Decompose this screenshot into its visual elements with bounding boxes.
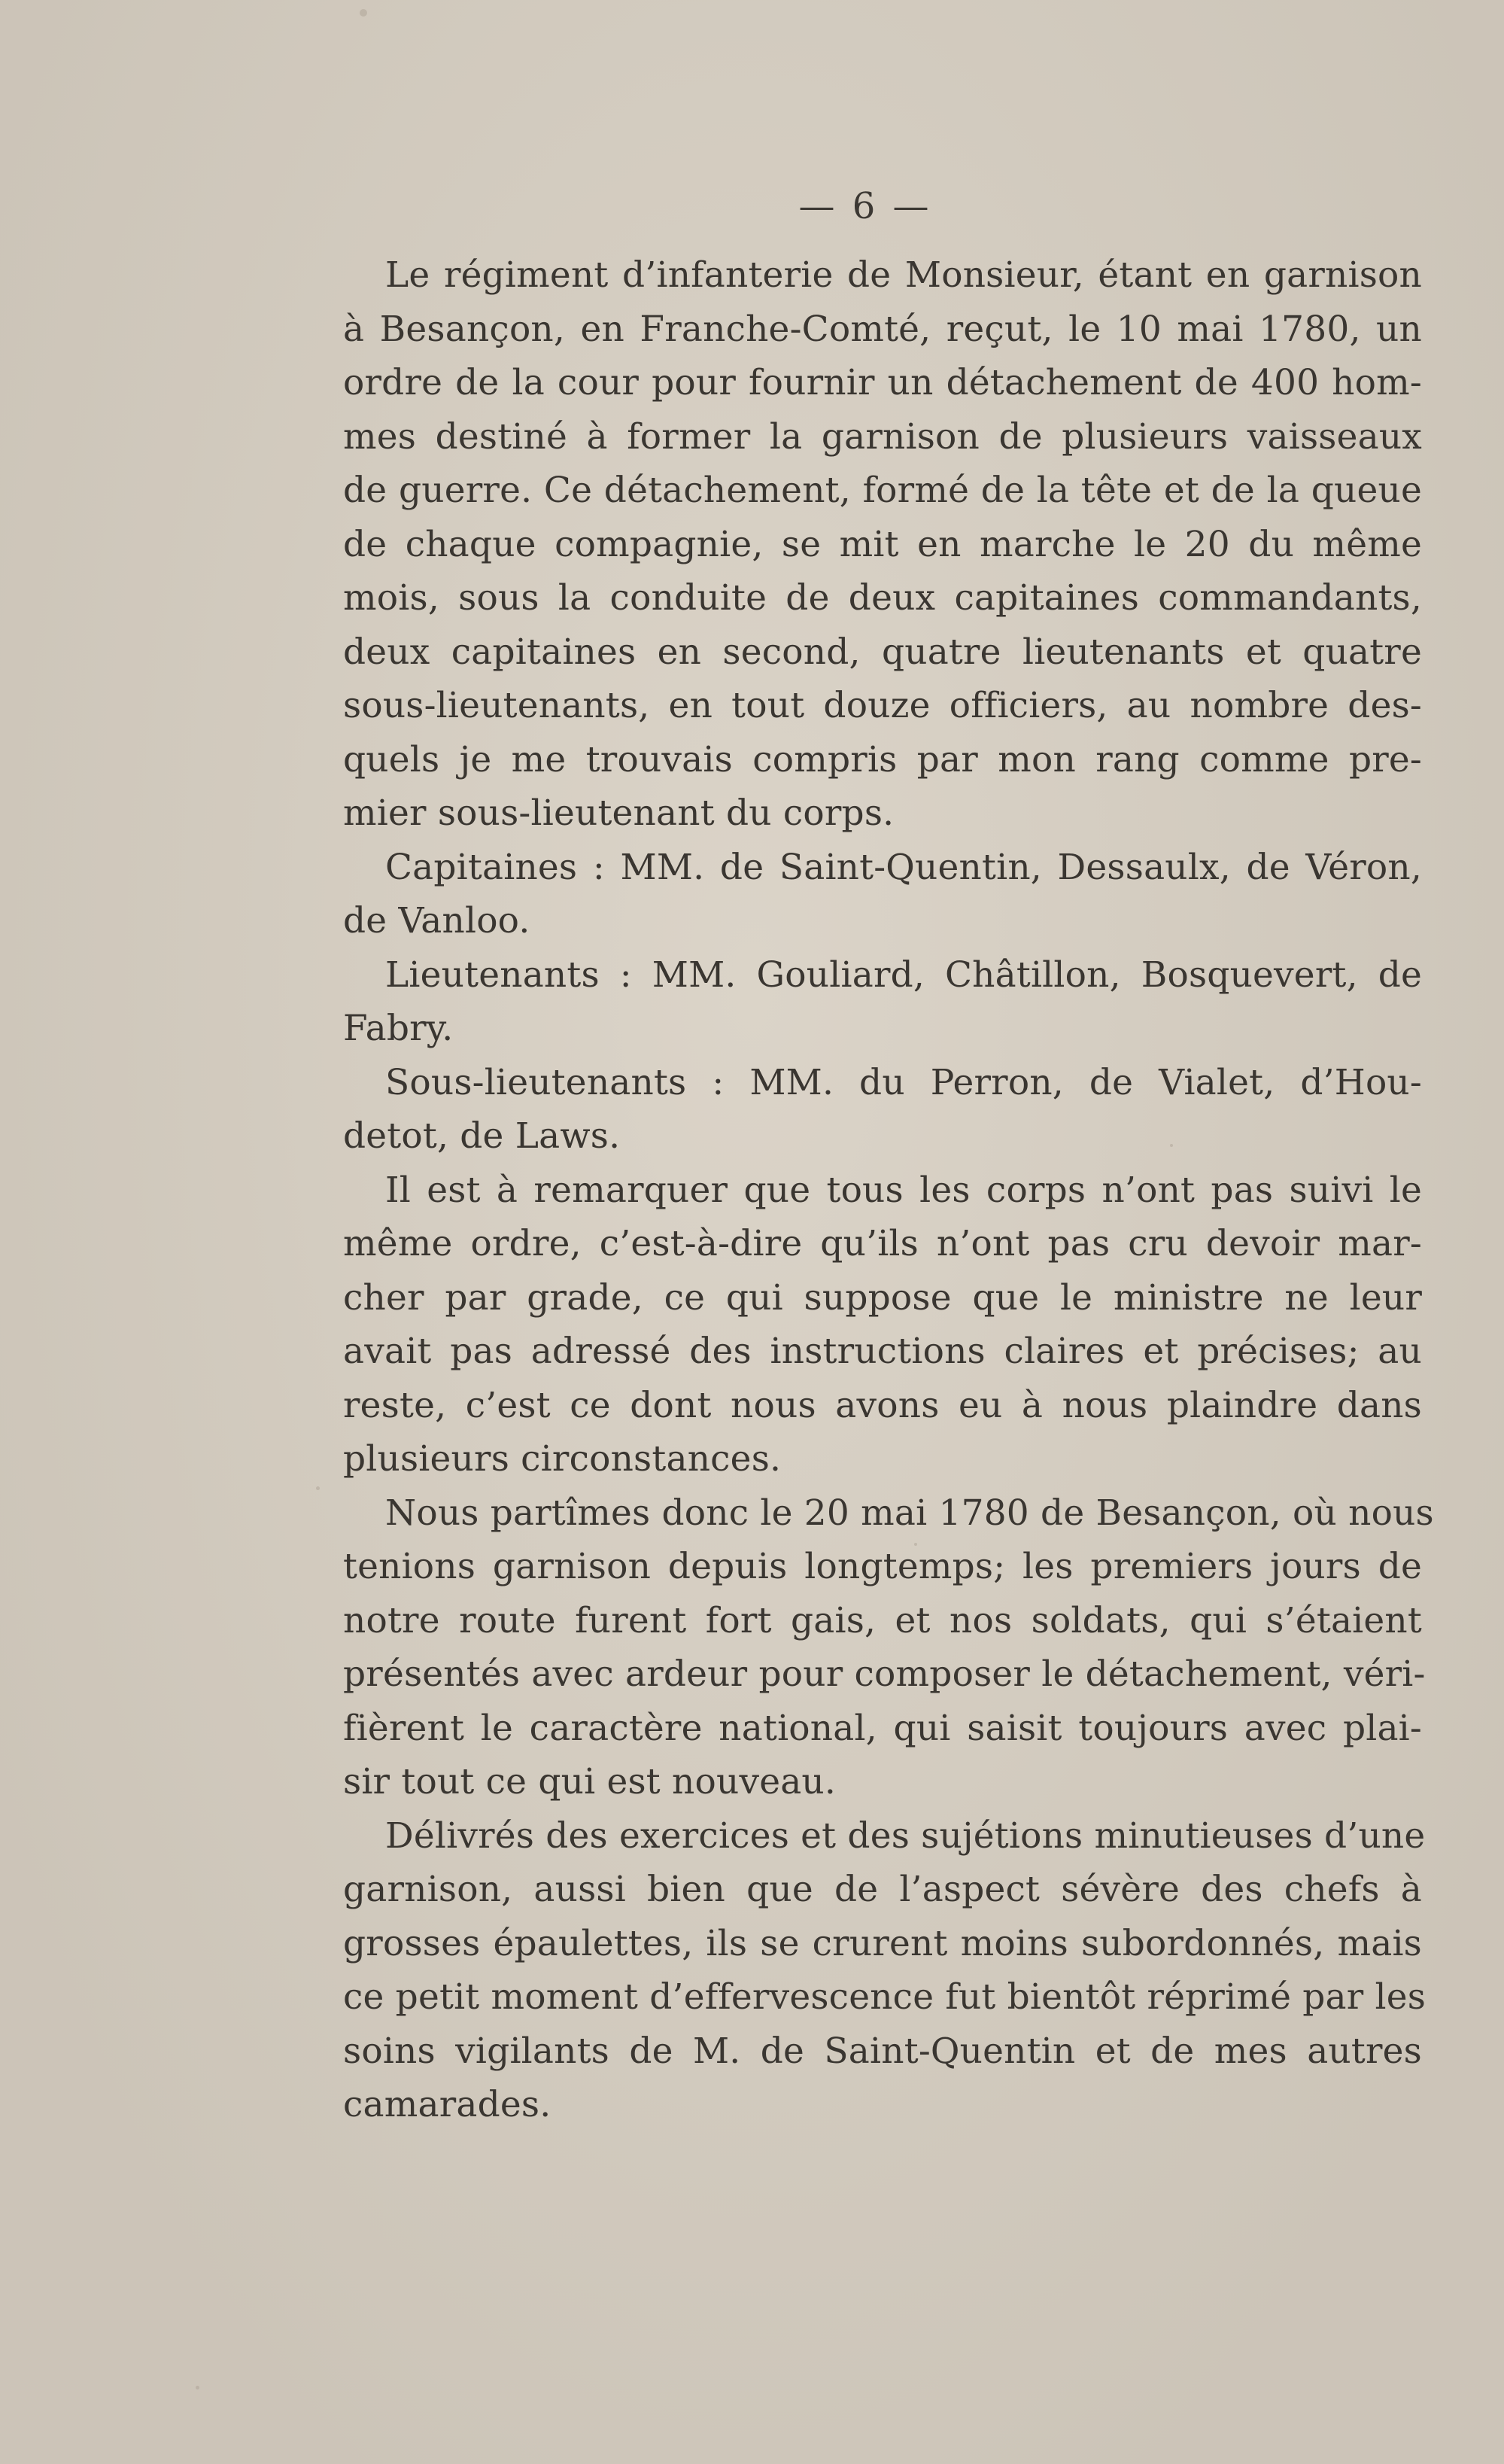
text-line: detot, de Laws.: [343, 1115, 621, 1157]
text-line: Fabry.: [343, 1008, 454, 1049]
paper-speck: [316, 1486, 320, 1490]
text-line: fièrent le caractère national, qui saisit toujours avec plai-: [343, 1707, 1422, 1749]
text-line: quels je me trouvais compris par mon rang comme pre-: [343, 738, 1422, 780]
page-number: — 6 —: [798, 185, 932, 227]
text-line: Nous partîmes donc le 20 mai 1780 de Besançon, où nous: [385, 1492, 1434, 1534]
paragraph: [343, 1809, 1427, 2132]
text-line: même ordre, c’est-à-dire qu’ils n’ont pas cru devoir mar-: [343, 1223, 1422, 1264]
text-line: Lieutenants : MM. Gouliard, Châtillon, Bosquevert, de: [385, 954, 1422, 996]
paper-speck: [360, 9, 367, 17]
text-line: Délivrés des exercices et des sujétions minutieuses d’une: [385, 1815, 1426, 1857]
text-line: deux capitaines en second, quatre lieutenants et quatre: [343, 631, 1422, 673]
text-line: mois, sous la conduite de deux capitaines commandants,: [343, 577, 1422, 619]
text-line: notre route furent fort gais, et nos soldats, qui s’étaient: [343, 1599, 1422, 1641]
text-line: de chaque compagnie, se mit en marche le 20 du même: [343, 523, 1422, 565]
paragraph: [343, 1486, 1434, 1809]
paragraph: [343, 1056, 1422, 1164]
text-line: ce petit moment d’effervescence fut bientôt réprimé par les: [343, 1976, 1427, 2018]
paragraph: [343, 841, 1422, 948]
text-line: Le régiment d’infanterie de Monsieur, étant en garnison: [385, 254, 1422, 296]
paragraph: [343, 1164, 1422, 1486]
text-line: présentés avec ardeur pour composer le détachement, véri-: [343, 1653, 1426, 1695]
text-line: de guerre. Ce détachement, formé de la tête et de la queue: [343, 470, 1422, 511]
text-line: sous-lieutenants, en tout douze officiers, au nombre des-: [343, 685, 1422, 726]
text-line: camarades.: [343, 2084, 551, 2125]
text-line: ordre de la cour pour fournir un détachement de 400 hom-: [343, 362, 1422, 403]
text-line: Capitaines : MM. de Saint-Quentin, Dessaulx, de Véron,: [385, 846, 1422, 888]
text-line: garnison, aussi bien que de l’aspect sévère des chefs à: [343, 1869, 1422, 1910]
paper-speck: [196, 2386, 199, 2389]
text-line: mier sous-lieutenant du corps.: [343, 792, 895, 834]
text-line: grosses épaulettes, ils se crurent moins subordonnés, mais: [343, 1922, 1422, 1964]
text-line: sir tout ce qui est nouveau.: [343, 1761, 837, 1802]
text-line: mes destiné à former la garnison de plusieurs vaisseaux: [343, 415, 1422, 458]
text-line: cher par grade, ce qui suppose que le ministre ne leur: [343, 1276, 1422, 1319]
text-line: de Vanloo.: [343, 900, 530, 941]
paragraph: [343, 248, 1422, 841]
text-line: à Besançon, en Franche-Comté, reçut, le 10 mai 1780, un: [343, 308, 1422, 350]
text-line: soins vigilants de M. de Saint-Quentin et de mes autres: [343, 2030, 1422, 2072]
text-line: tenions garnison depuis longtemps; les premiers jours de: [343, 1546, 1422, 1587]
text-line: avait pas adressé des instructions claires et précises; au: [343, 1331, 1422, 1372]
text-line: Sous-lieutenants : MM. du Perron, de Vialet, d’Hou-: [385, 1061, 1422, 1103]
body-text: [343, 248, 1434, 2132]
text-line: Il est à remarquer que tous les corps n’ont pas suivi le: [385, 1169, 1422, 1211]
text-line: plusieurs circonstances.: [343, 1438, 782, 1480]
text-line: reste, c’est ce dont nous avons eu à nous plaindre dans: [343, 1384, 1422, 1426]
paragraph: [343, 948, 1422, 1056]
